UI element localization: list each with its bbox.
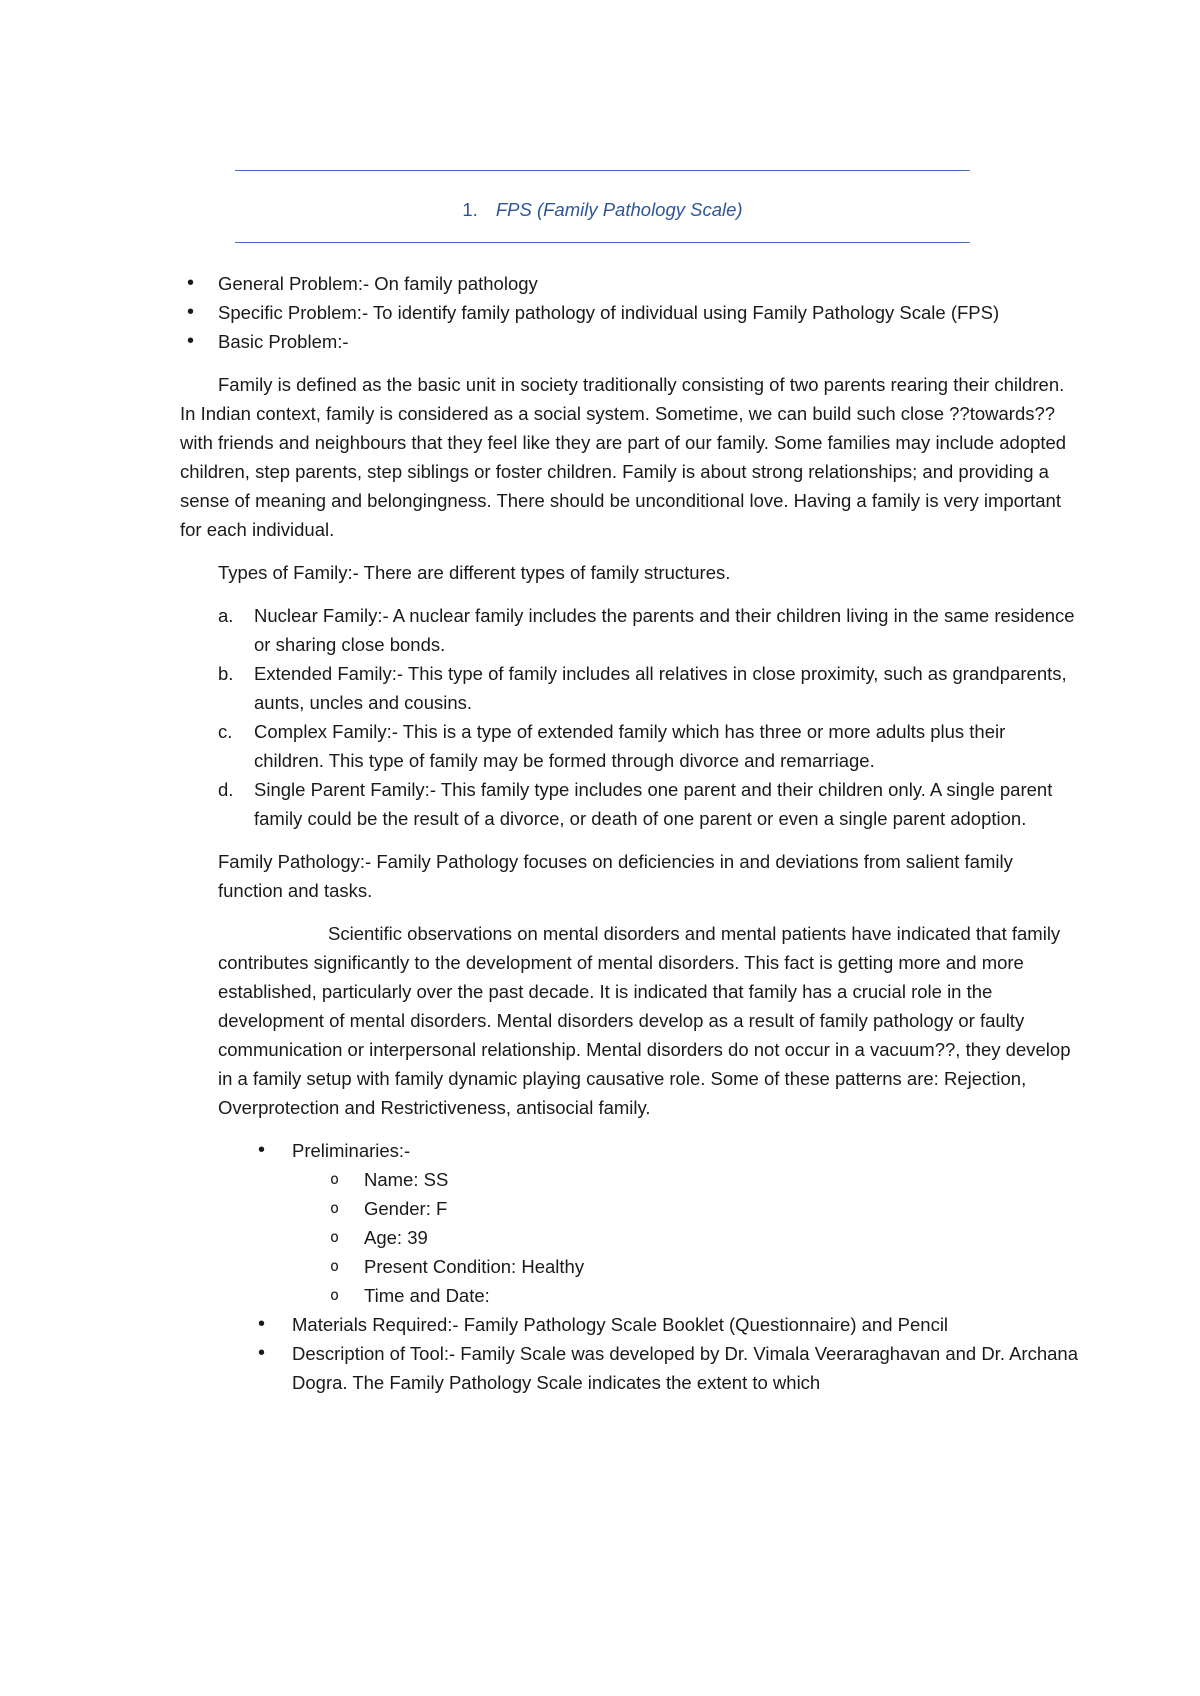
sub-item-condition: o Present Condition: Healthy (330, 1256, 585, 1277)
types-intro: Types of Family:- There are different types of family structures. (218, 562, 731, 583)
sub-item-text: Gender: F (364, 1198, 448, 1219)
section-heading (235, 170, 970, 243)
observations-paragraph: Scientific observations on mental disorders and mental patients have indicated that family contributes significantly to the development of mental disorders. This fact is getting more and more established, particularly over the past decade. It is indicated that family has a crucial role in the development of mental disorders. Mental disorders develop as a result of family pathology or faulty communication or interpersonal relationship. Mental disorders do not occur in a vacuum??, they develop in a family setup with family dynamic playing causative role. Some of these patterns are: Rejection, Overprotection and Restrictiveness, antisocial family. (218, 923, 1071, 1118)
list-marker: b. (218, 663, 234, 684)
intro-paragraph: Family is defined as the basic unit in society traditionally consisting of two parents rearing their children. In Indian context, family is considered as a social system. Sometime, we can build such close ??towards?? with friends and neighbours that they feel like they are part of our family. Some families may include adopted children, step parents, step siblings or foster children. Family is about strong relationships; and providing a sense of meaning and belongingness. There should be unconditional love. Having a family is very important for each individual. (180, 374, 1067, 540)
sub-item-text: Age: 39 (364, 1227, 428, 1248)
heading-bottom-rule (235, 242, 970, 243)
list-marker: d. (218, 779, 234, 800)
sub-item-name: o Name: SS (330, 1169, 449, 1190)
list-item-nuclear (180, 601, 1080, 659)
list-item-tool-description: • Description of Tool:- Family Scale was developed by Dr. Vimala Veeraraghavan and Dr. Archana Dogra. The Family Pathology Scale indicates the extent to which (250, 1339, 1080, 1397)
list-item-complex (180, 717, 1080, 775)
list-item-text: Complex Family:- This is a type of extended family which has three or more adults plus their children. This type of family may be formed through divorce and remarriage. (254, 721, 1006, 771)
sub-item-text: Time and Date: (364, 1285, 490, 1306)
family-types-list (180, 601, 1080, 833)
list-item-materials: • Materials Required:- Family Pathology Scale Booklet (Questionnaire) and Pencil (250, 1310, 1080, 1339)
problem-list (180, 269, 1080, 356)
preliminaries-label: Preliminaries:- (292, 1140, 411, 1161)
list-item-text: Extended Family:- This type of family includes all relatives in close proximity, such as grandparents, aunts, uncles and cousins. (254, 663, 1067, 713)
pathology-paragraph: Family Pathology:- Family Pathology focuses on deficiencies in and deviations from salient family function and tasks. (218, 851, 1013, 901)
sub-item-age: o Age: 39 (330, 1227, 428, 1248)
section-number: 1. (462, 199, 478, 220)
list-item-extended (180, 659, 1080, 717)
list-item-general-problem: • General Problem:- On family pathology (180, 269, 1080, 298)
sub-item-text: Present Condition: Healthy (364, 1256, 585, 1277)
list-item-text: Single Parent Family:- This family type includes one parent and their children only. A single parent family could be the result of a divorce, or death of one parent or even a single parent adoption. (254, 779, 1053, 829)
sub-item-time-date: o Time and Date: (330, 1285, 490, 1306)
list-marker: a. (218, 605, 234, 626)
section-title (235, 171, 970, 242)
list-item-single-parent (180, 775, 1080, 833)
list-item-text: Nuclear Family:- A nuclear family includes the parents and their children living in the same residence or sharing close bonds. (254, 605, 1075, 655)
list-item-preliminaries (250, 1136, 1080, 1310)
document-content (180, 170, 1080, 1397)
sub-item-gender: o Gender: F (330, 1198, 448, 1219)
preliminaries-sublist (292, 1165, 1080, 1310)
list-item-basic-problem: • Basic Problem:- (180, 327, 1080, 356)
list-item-specific-problem: • Specific Problem:- To identify family pathology of individual using Family Pathology Scale (FPS) (180, 298, 1080, 327)
details-list (250, 1136, 1080, 1397)
sub-item-text: Name: SS (364, 1169, 449, 1190)
list-marker: c. (218, 721, 233, 742)
section-title-text: FPS (Family Pathology Scale) (495, 199, 743, 220)
